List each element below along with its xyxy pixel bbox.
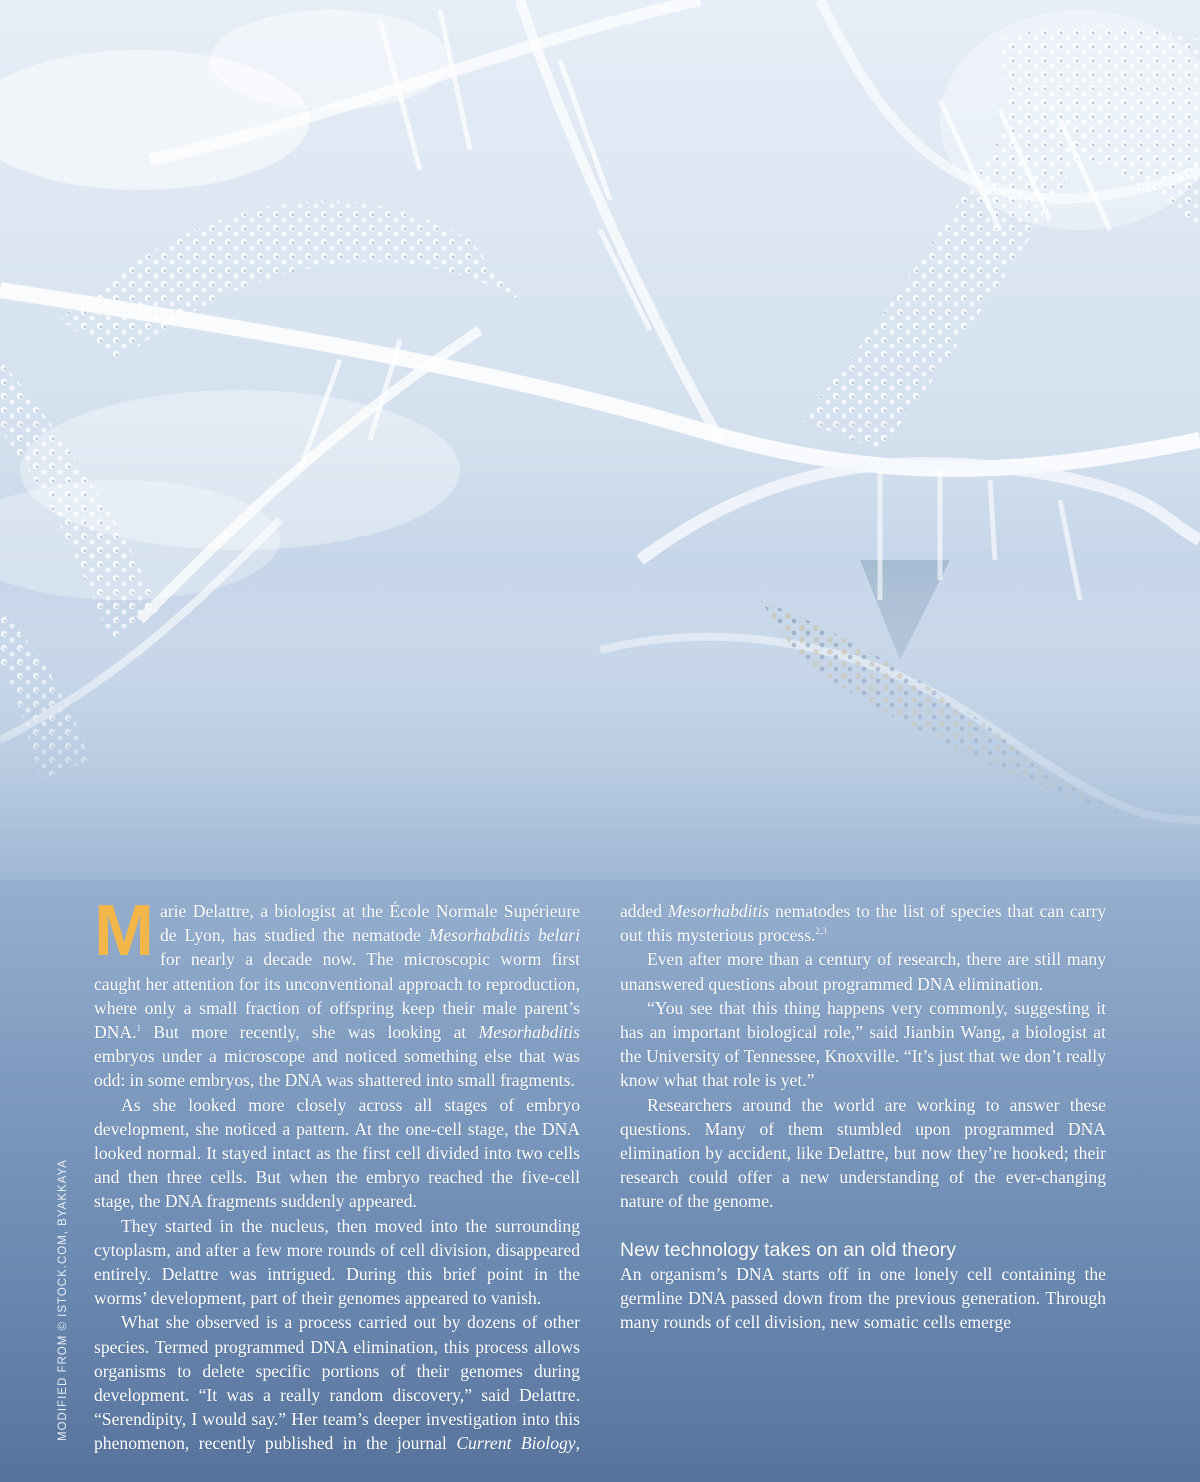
section-subheading: New technology takes on an old theory xyxy=(620,1238,957,1261)
photo-credit: MODIFIED FROM © ISTOCK.COM, BYAKKAYA xyxy=(57,1159,69,1441)
article-body xyxy=(94,891,1106,1469)
paragraph-3: They started in the nucleus, then moved into the surrounding cytoplasm, and after a few more rounds of cell division, disappeared entirely. Delattre was intrigued. During this brief point in the worms’ development, part of their genomes appeared to vanish. xyxy=(94,1215,580,1309)
paragraph-6: “You see that this thing happens very commonly, suggesting it has an important biological role,” said Jianbin Wang, a biologist at the University of Tennessee, Knoxville. “It’s just that we don’t really know what that role is yet.” xyxy=(620,997,1106,1091)
drop-cap: M xyxy=(94,891,154,971)
paragraph-7: Researchers around the world are working to answer these questions. Many of them stumbled upon programmed DNA elimination by accident, like Delattre, but now they’re hooked; their research could offer a new understanding of the ever-changing nature of the genome. xyxy=(620,1094,1106,1212)
paragraph-8: An organism’s DNA starts off in one lonely cell containing the germline DNA passed down from the previous generation. Through many rounds of cell division, new somatic cells emerge xyxy=(620,1263,1106,1333)
reference-marker: 2,3 xyxy=(815,926,827,937)
paragraph-1: Marie Delattre, a biologist at the École Normale Supérieure de Lyon, has studied the nematode Mesorhabditis belari for nearly a decade now. The microscopic worm first caught her attention for its unconventional approach to reproduction, where only a small fraction of offspring keep their male parent’s DNA.$^1$ But more recently, she was looking at Mesorhabditis embryos under a microscope and noticed something else that was odd: in some embryos, the DNA was shattered into small fragments. xyxy=(94,891,580,1091)
paragraph-4: What she observed is a process carried out by dozens of other species. Termed programmed DNA elimination, this process allows organisms to delete specific portions of their genomes during development. “It was a really random discovery,” said Delattre. “Serendipity, I would say.” Her team’s deeper investigation into this phenomenon, recently published in the journal Current Biology, added Mesorhabditis nematodes to the list of species that can carry out this mysterious process.$^{2,3}$ xyxy=(94,901,1106,1454)
reference-marker: 1 xyxy=(136,1023,142,1034)
paragraph-2: As she looked more closely across all stages of embryo development, she noticed a pattern. At the one-cell stage, the DNA looked normal. It stayed intact as the first cell divided into two cells and then three cells. But when the embryo reached the five-cell stage, the DNA fragments suddenly appeared. xyxy=(94,1094,580,1212)
paragraph-5: Even after more than a century of research, there are still many unanswered questions about programmed DNA elimination. xyxy=(620,949,1106,994)
